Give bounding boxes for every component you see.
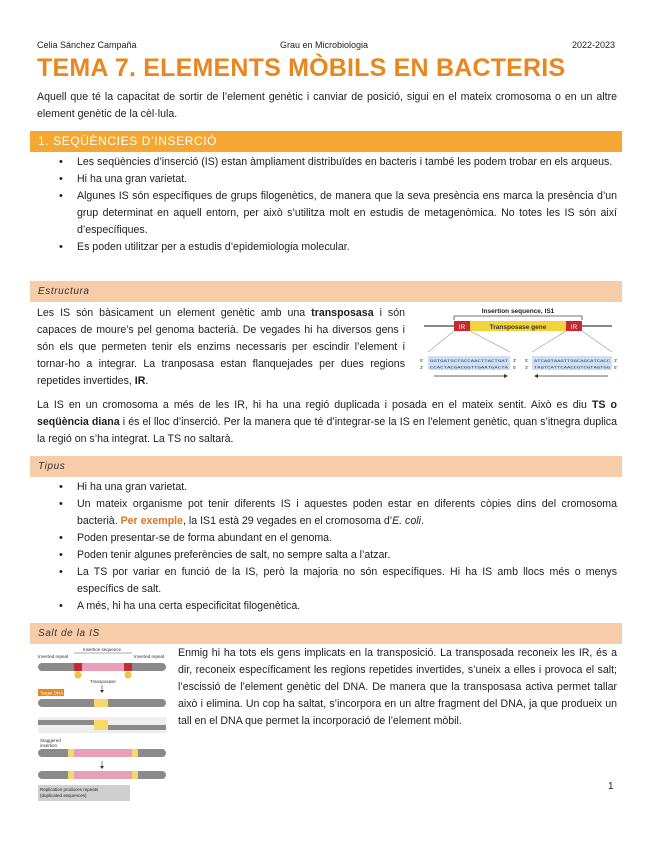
header-course: Grau en Microbiologia — [280, 40, 369, 50]
figure-label: Replication produces repeats — [40, 787, 99, 792]
dna-bar — [108, 725, 166, 730]
target-site-segment — [94, 699, 108, 707]
subsection-heading-estructura: Estructura — [30, 281, 622, 302]
strand-end-label: 3' — [420, 365, 424, 370]
list-item: • Algunes IS són específiques de grups filogenètics, de manera que la seva presència ens marca la presència d’un grup determinat en aquell entorn, per això s’utilitza molt en estudis de metagenòmica. No totes les IS són així d’específiques. — [37, 188, 617, 239]
target-site-segment — [68, 771, 74, 779]
transposase-shape — [125, 672, 132, 679]
figure-label: Target DNA — [40, 690, 64, 696]
estructura-paragraph-1 — [37, 305, 405, 390]
header-year: 2022-2023 — [572, 40, 616, 50]
text-run: . — [420, 515, 424, 527]
bold-term-ts: TS o seqüència diana — [37, 399, 617, 428]
dna-sequence-text: TAGTCATTCAACCGTCGTAGTGG — [534, 366, 611, 371]
dna-sequence-text: GGTGATGCTGCCAACTTACTGAT — [430, 360, 509, 364]
subsection-heading-tipus: Tipus — [30, 456, 622, 477]
salt-paragraph: Enmig hi ha tots els gens implicats en la transposició. La transposada reconeix les IR, és a dir, reconeix específicament les regions repetides invertides, s’uneix a elles i provoca el salt; l’escissió de l’element genètic del DNA. De manera que la transposasa activa permet tallar això i elimina. Un cop ha saltat, s’incorpora en un altre fragment del DNA, ja que produeix un tall en el DNA que permet la incorporació de l’element mòbil. — [178, 647, 617, 727]
strand-end-label: 3' — [614, 358, 618, 363]
figure-label: insertion — [40, 743, 58, 748]
arrow-head — [100, 690, 104, 693]
zoom-line — [470, 331, 510, 352]
text-run: i són capaces de moure’s pel genoma bacterià. De vegades hi ha diversos gens i són els que permeten tenir els enzims necessaris per escindir l’element i tornar-ho a integrar. La tranposasa estan flanquejades per dues regions repetides invertides, — [37, 307, 406, 387]
estructura-paragraph-2 — [37, 397, 617, 448]
strand-end-label: 5' — [525, 358, 529, 363]
ir-right-label: IR — [570, 324, 578, 331]
arrow-head — [100, 766, 104, 769]
list-item: • A més, hi ha una certa especificitat filogenètica. — [37, 598, 617, 615]
page-title: TEMA 7. ELEMENTS MÒBILS EN BACTERIS — [37, 54, 566, 82]
intro-paragraph: Aquell que té la capacitat de sortir de l’element genètic i canviar de posició, sigui en el mateix cromosoma o en un altre element genètic de la cèl·lula. — [37, 91, 617, 120]
transposition-figure — [34, 645, 170, 803]
figure-label: Insertion sequence — [82, 647, 122, 652]
dna-sequence-text: CCACTACGACGGTTGAATGACTA — [430, 366, 509, 371]
ir-segment — [124, 663, 132, 671]
text-run: , la IS1 està 29 vegades en el cromosoma d’ — [183, 515, 393, 527]
target-site-segment — [132, 749, 138, 757]
figure-label: (duplicated sequences) — [40, 793, 87, 798]
text-run: . — [145, 375, 149, 387]
strand-end-label: 5' — [420, 358, 424, 363]
species-name: E. coli — [392, 515, 421, 527]
text-run: i és el lloc d’inserció. Per la manera que té d’integrar-se la IS en l’element genètic, quan s’itnegra duplica la regió on s’ha integrat. La TS no saltarà. — [37, 416, 617, 445]
list-item: • Poden presentar-se de forma abundant en el genoma. — [37, 530, 617, 547]
strand-end-label: 3' — [513, 358, 517, 363]
dna-sequence-text: ATCAGTAAGTTGGCAGCATCACC — [534, 360, 611, 364]
text-run: Les IS són bàsicament un element genètic amb una — [37, 307, 312, 319]
transposase-shape — [75, 672, 82, 679]
list-item — [37, 496, 617, 530]
bold-term-transposasa: transposasa — [311, 307, 374, 319]
transposase-gene-label: Transposase gene — [489, 324, 547, 331]
subsection-heading-salt: Salt de la IS — [30, 623, 622, 644]
strand-end-label: 5' — [513, 365, 517, 370]
bold-term-ir: IR — [134, 375, 146, 387]
target-site-segment — [94, 725, 108, 730]
dna-bar — [38, 720, 94, 725]
list-item: • La TS por variar en funció de la IS, però la majoria no són específiques. Hi ha IS amb llocs més o menys específics de salt. — [37, 564, 617, 598]
text-run: La IS en un cromosoma a més de les IR, hi ha una regió duplicada i posada en el mateix sentit. Això es diu — [37, 399, 592, 411]
ir-left-label: IR — [458, 324, 466, 331]
insertion-sequence-segment — [74, 749, 132, 757]
figure-title: Insertion sequence, IS1 — [481, 308, 555, 315]
insertion-sequence-figure — [414, 304, 622, 384]
figure-label: Inverted repeat — [38, 654, 69, 659]
tipus-bullet-list — [37, 479, 617, 615]
list-item: • Es poden utilitzar per a estudis d’epidemiologia molecular. — [37, 239, 617, 256]
list-item: • Hi ha una gran varietat. — [37, 171, 617, 188]
ir-segment — [74, 663, 82, 671]
page-number: 1 — [608, 781, 614, 792]
figure-label: Transposase — [90, 679, 116, 684]
highlight-example: Per exemple — [120, 515, 184, 527]
target-site-segment — [132, 771, 138, 779]
list-item: • Hi ha una gran varietat. — [37, 479, 617, 496]
zoom-line — [428, 331, 454, 352]
target-site-segment — [94, 720, 108, 725]
figure-label: Staggered — [40, 738, 61, 743]
header-author: Celia Sánchez Campaña — [37, 40, 137, 50]
zoom-line — [582, 331, 612, 352]
strand-end-label: 3' — [525, 365, 529, 370]
insertion-sequence-segment — [74, 663, 132, 671]
text-run: Un mateix organisme pot tenir diferents IS i aquestes poden estar en diferents còpies dins del cromosoma bacterià. — [77, 498, 617, 527]
list-item: • Les seqüències d’inserció (IS) estan àmpliament distribuïdes en bacteris i també les podem trobar en els arqueus. — [37, 154, 617, 171]
arrow-head — [534, 374, 538, 378]
arrow-head — [504, 374, 508, 378]
section1-bullet-list — [37, 154, 617, 256]
insertion-sequence-segment — [74, 771, 132, 779]
strand-end-label: 5' — [614, 365, 618, 370]
target-site-segment — [68, 749, 74, 757]
figure-label: Inverted repeat — [134, 654, 165, 659]
zoom-line — [532, 331, 566, 352]
section-heading-insertion-sequences: 1. SEQÜÈNCIES D’INSERCIÓ — [30, 131, 622, 152]
list-item: • Poden tenir algunes preferències de salt, no sempre salta a l’atzar. — [37, 547, 617, 564]
